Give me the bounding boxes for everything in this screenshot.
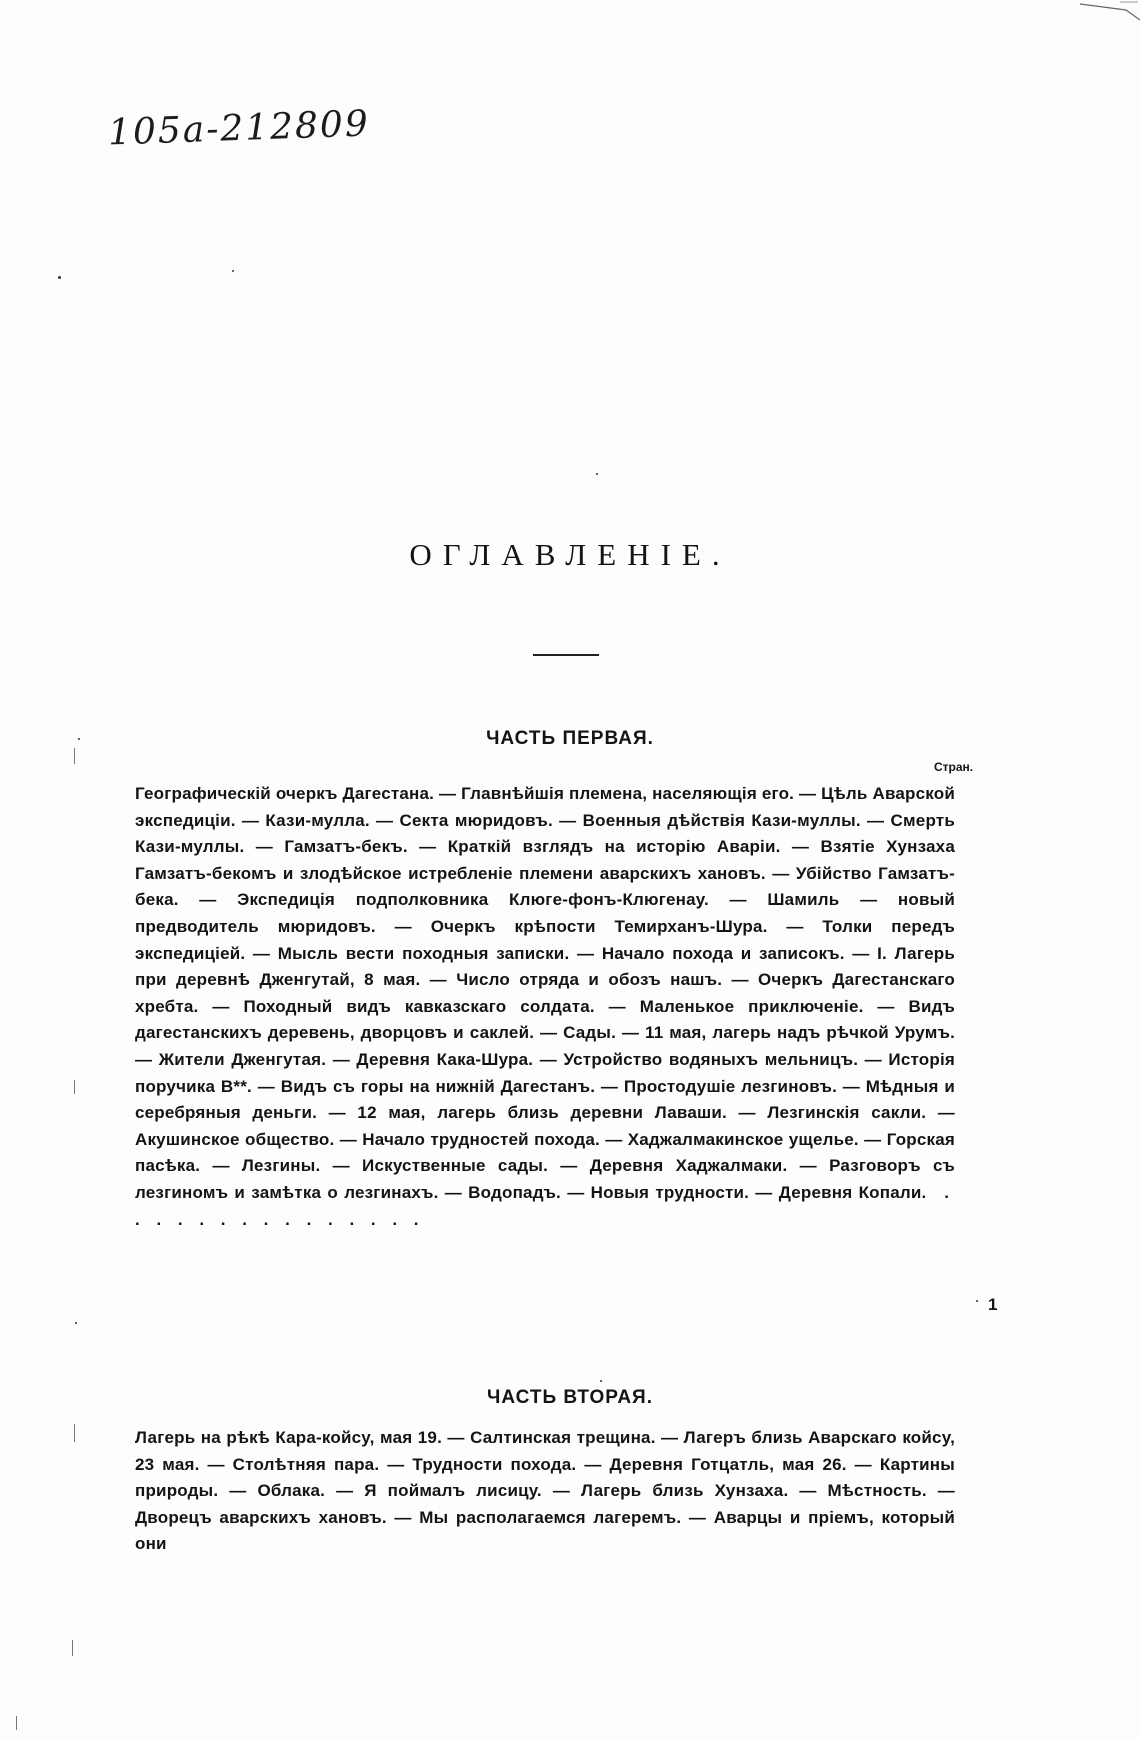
scan-speck [232,270,234,272]
part-two-text: Лагерь на рѣкѣ Кара-койсу, мая 19. — Салтинская трещина. — Лагеръ близь Аварскаго койсу, 23 мая. — Столѣтняя пара. — Трудности похода. — Деревня Готцатль, мая 26. — Картины природы. — Облака. — Я поймалъ лисицу. — Лагерь близь Хунзаха. — Мѣстность. — Дворецъ аварскихъ хановъ. — Мы располагаемся лагеремъ. — Аварцы и пріемъ, который они [135,1428,955,1554]
part-one-page-number: 1 [988,1295,998,1314]
margin-mark [16,1716,17,1730]
margin-mark [74,748,75,764]
scan-speck [58,276,61,279]
pages-column-label: Стран. [934,760,974,774]
scan-speck [75,1322,77,1324]
part-two-heading: ЧАСТЬ ВТОРАЯ. [487,1387,653,1408]
scan-speck [596,473,598,475]
dot-leaders: . . . . . . . . . . . . . . . . [135,1182,955,1229]
part-one-contents [135,781,955,1233]
part-two-contents [135,1425,955,1558]
scan-speck [78,738,80,740]
scan-speck [600,1380,602,1382]
corner-scan-mark [1080,0,1140,22]
page-title: ОГЛАВЛЕНІЕ. [409,537,731,572]
title-divider [533,654,599,656]
handwritten-catalog-number: 105а-212809 [107,103,371,154]
margin-mark [74,1424,75,1442]
margin-mark [74,1080,75,1094]
part-one-heading: ЧАСТЬ ПЕРВАЯ. [486,728,654,749]
scan-speck [976,1300,978,1302]
margin-mark [72,1640,73,1656]
part-one-text: Географическій очеркъ Дагестана. — Главнѣйшія племена, населяющія его. — Цѣль Аварской экспедиціи. — Кази-мулла. — Секта мюридовъ. — Военныя дѣйствія Кази-муллы. — Смерть Кази-муллы. — Гамзатъ-бекъ. — Краткій взглядъ на исторію Аваріи. — Взятіе Хунзаха Гамзатъ-бекомъ и злодѣйское истребленіе племени аварскихъ хановъ. — Убійство Гамзатъ-бека. — Экспедиція подполковника Клюге-фонъ-Клюгенау. — Шамиль — новый предводитель мюридовъ. — Очеркъ крѣпости Темирханъ-Шура. — Толки передъ экспедиціей. — Мысль вести походныя записки. — Начало похода и записокъ. — I. Лагерь при деревнѣ Дженгутай, 8 мая. — Число отряда и обозъ нашъ. — Очеркъ Дагестанскаго хребта. — Походный видъ кавказскаго солдата. — Маленькое приключеніе. — Видъ дагестанскихъ деревень, дворцовъ и саклей. — Сады. — 11 мая, лагерь надъ рѣчкой Урумъ. — Жители Дженгутая. — Деревня Кака-Шура. — Устройство водяныхъ мельницъ. — Исторія поручика В**. — Видъ съ горы на нижній Дагестанъ. — Простодушіе лезгиновъ. — Мѣдныя и серебряныя деньги. — 12 мая, лагерь близь деревни Лаваши. — Лезгинскія сакли. — Акушинское общество. — Начало трудностей похода. — Хаджалмакинское ущелье. — Горская пасѣка. — Лезгины. — Искуственные сады. — Деревня Хаджалмаки. — Разговоръ съ лезгиномъ и замѣтка о лезгинахъ. — Водопадъ. — Новыя трудности. — Деревня Копали [135,784,955,1202]
